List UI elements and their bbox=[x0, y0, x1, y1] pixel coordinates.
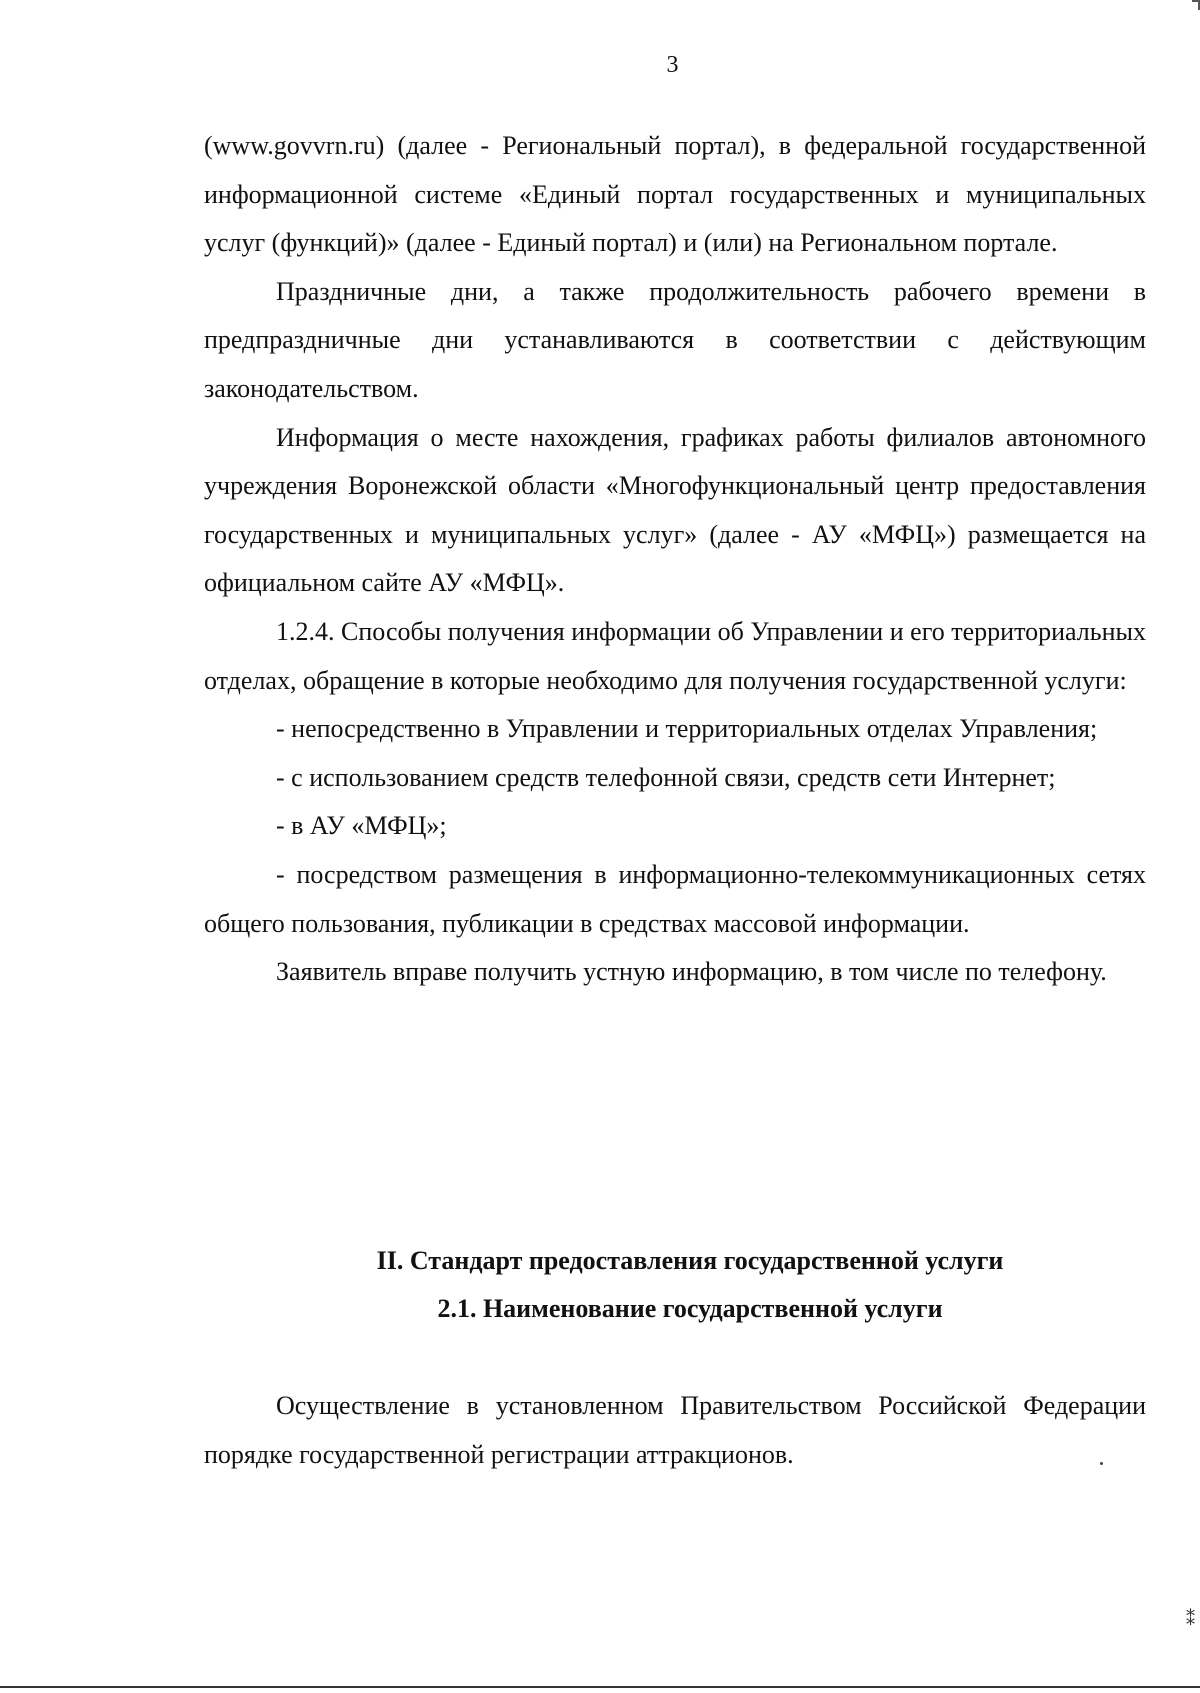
list-item-media: - посредством размещения в информационно-телекоммуникационных сетях общего пользования, публикации в средствах массовой информации. bbox=[204, 859, 1146, 938]
scan-edge-mark: ⁑ bbox=[1186, 1609, 1195, 1629]
document-body bbox=[204, 122, 1146, 997]
list-item-mfc: - в АУ «МФЦ»; bbox=[276, 811, 447, 841]
paragraph-portal-info: (www.govvrn.ru) (далее - Региональный портал), в федеральной государственной информационной системе «Единый портал государственных и муниципальных услуг (функций)» (далее - Единый портал) и (или) на Региональном портале. bbox=[204, 131, 1146, 258]
section-heading-block bbox=[204, 1237, 1146, 1333]
scan-corner-mark bbox=[1192, 0, 1200, 10]
paragraph-info-methods: 1.2.4. Способы получения информации об Управлении и его территориальных отделах, обращение в которые необходимо для получения государственной услуги: bbox=[204, 616, 1146, 695]
section-heading: II. Стандарт предоставления государственной услуги bbox=[376, 1246, 1004, 1275]
paragraph-holidays: Праздничные дни, а также продолжительность рабочего времени в предпраздничные дни устанавливаются в соответствии с действующим законодательством. bbox=[204, 276, 1146, 403]
section-body bbox=[204, 1382, 1146, 1479]
paragraph-oral-info: Заявитель вправе получить устную информацию, в том числе по телефону. bbox=[276, 957, 1107, 987]
list-item-directly: - непосредственно в Управлении и территориальных отделах Управления; bbox=[276, 714, 1098, 744]
paragraph-mfc-info: Информация о месте нахождения, графиках работы филиалов автономного учреждения Воронежской области «Многофункциональный центр предоставления государственных и муниципальных услуг» (далее - АУ «МФЦ») размещается на официальном сайте АУ «МФЦ». bbox=[204, 422, 1146, 598]
section-subheading: 2.1. Наименование государственной услуги bbox=[437, 1294, 943, 1323]
page-bottom-edge bbox=[0, 1686, 1200, 1688]
page-number: 3 bbox=[666, 52, 679, 78]
scan-speck bbox=[1100, 1462, 1103, 1465]
paragraph-service-name: Осуществление в установленном Правительством Российской Федерации порядке государственной регистрации аттракционов. bbox=[204, 1391, 1146, 1469]
list-item-phone-internet: - с использованием средств телефонной связи, средств сети Интернет; bbox=[276, 762, 1056, 792]
